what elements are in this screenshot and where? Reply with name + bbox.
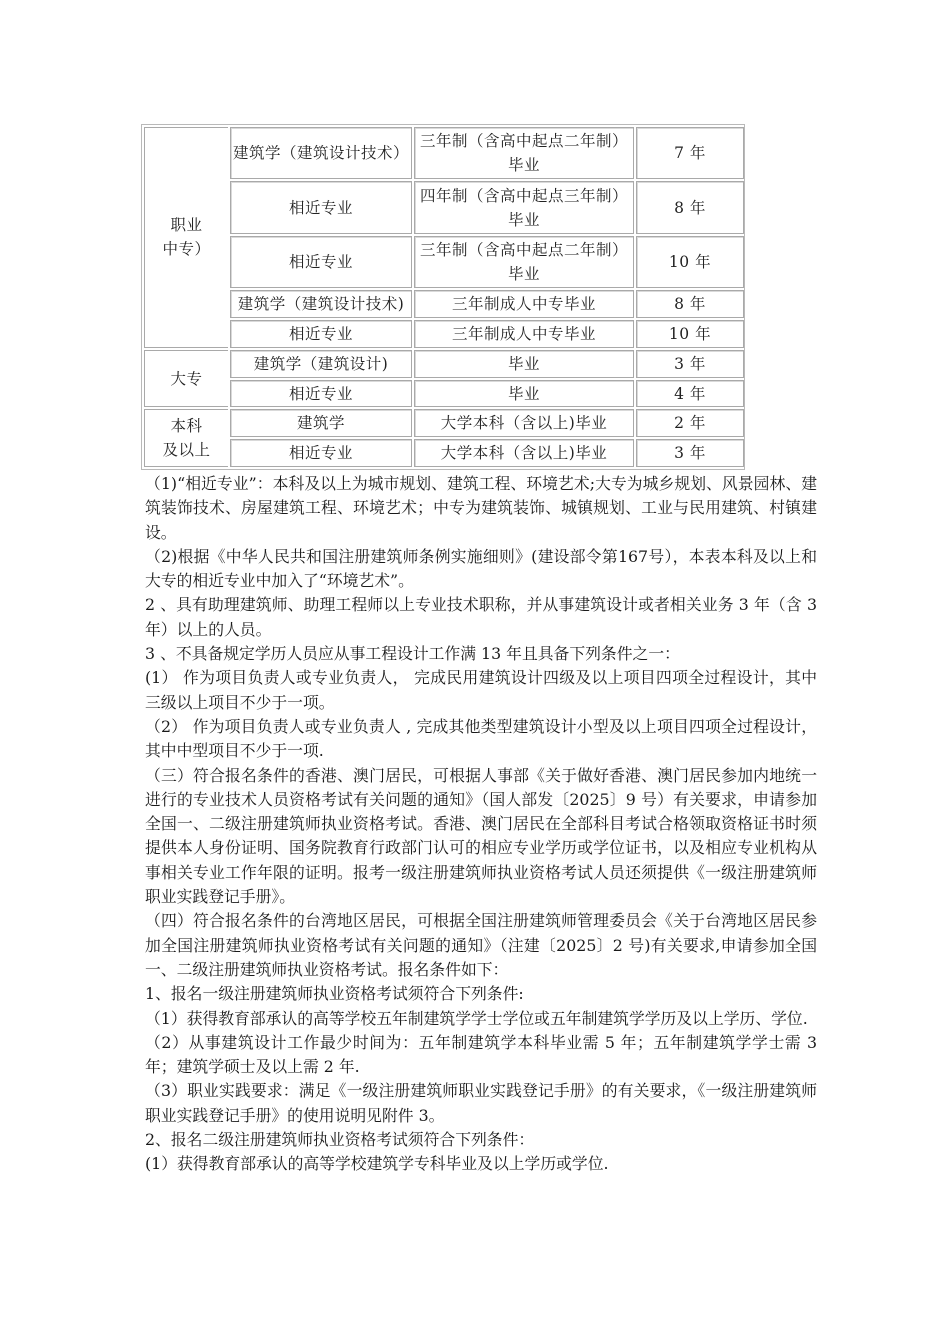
education-level-cell: 大专 <box>144 350 228 408</box>
table-row <box>144 127 744 179</box>
major-cell: 建筑学（建筑设计) <box>230 350 412 378</box>
body-paragraph: 2 、具有助理建筑师、助理工程师以上专业技术职称，并从事建筑设计或者相关业务 3 年（含 3 年）以上的人员。 <box>145 595 817 639</box>
table-row <box>144 236 744 288</box>
note-paragraph: （1)“相近专业”：本科及以上为城市规划、建筑工程、环境艺术;大专为城乡规划、风景园林、建筑装饰技术、房屋建筑工程、环境艺术；中专为建筑装饰、城镇规划、工业与民用建筑、村镇建设。 <box>145 474 817 542</box>
table-row <box>144 181 744 233</box>
years-cell: 10 年 <box>636 320 744 348</box>
education-cell: 三年制（含高中起点二年制）毕业 <box>414 127 634 179</box>
body-paragraph: 1、报名一级注册建筑师执业资格考试须符合下列条件: <box>145 984 524 1004</box>
table-row <box>144 320 744 348</box>
table-row <box>144 350 744 378</box>
major-cell: 相近专业 <box>230 236 412 288</box>
education-cell: 三年制（含高中起点二年制）毕业 <box>414 236 634 288</box>
body-paragraph: （2） 作为项目负责人或专业负责人 , 完成其他类型建筑设计小型及以上项目四项全过程设计，其中中型项目不少于一项. <box>145 716 817 761</box>
major-cell: 相近专业 <box>230 439 412 467</box>
body-text <box>145 472 817 1177</box>
years-cell: 3 年 <box>636 439 744 467</box>
years-cell: 10 年 <box>636 236 744 288</box>
education-cell: 三年制成人中专毕业 <box>414 290 634 318</box>
education-cell: 大学本科（含以上)毕业 <box>414 439 634 467</box>
body-paragraph: （四）符合报名条件的台湾地区居民，可根据全国注册建筑师管理委员会《关于台湾地区居民参加全国注册建筑师执业资格考试有关问题的通知》（注建〔2025〕2 号)有关要求,申请参加全国一、二级注册建筑师执业资格考试。报名条件如下： <box>145 911 817 979</box>
note-paragraph: （2)根据《中华人民共和国注册建筑师条例实施细则》(建设部令第167号），本表本科及以上和大专的相近专业中加入了“环境艺术”。 <box>145 546 817 591</box>
body-paragraph: （三）符合报名条件的香港、澳门居民，可根据人事部《关于做好香港、澳门居民参加内地统一进行的专业技术人员资格考试有关问题的通知》（国人部发〔2025〕9 号）有关要求，申请参加全国一、二级注册建筑师执业资格考试。香港、澳门居民在全部科目考试合格领取资格证书时须提供本人身份证明、国务院教育行政部门认可的相应专业学历或学位证书，以及相应专业机构从事相关专业工作年限的证明。报考一级注册建筑师执业资格考试人员还须提供《一级注册建筑师职业实践登记手册》。 <box>145 765 817 907</box>
major-cell: 建筑学 <box>230 409 412 437</box>
major-cell: 相近专业 <box>230 181 412 233</box>
body-paragraph: （2）从事建筑设计工作最少时间为：五年制建筑学本科毕业需 5 年；五年制建筑学学士需 3 年；建筑学硕士及以上需 2 年. <box>145 1032 817 1077</box>
years-cell: 7 年 <box>636 127 744 179</box>
table-row <box>144 409 744 437</box>
years-cell: 8 年 <box>636 290 744 318</box>
years-cell: 3 年 <box>636 350 744 378</box>
body-paragraph: （1）获得教育部承认的高等学校五年制建筑学学士学位或五年制建筑学学历及以上学历、学位. <box>145 1008 808 1028</box>
table-row <box>144 380 744 408</box>
education-level-cell: 职业 中专） <box>144 127 228 348</box>
major-cell: 建筑学（建筑设计技术） <box>230 127 412 179</box>
body-paragraph: (1）获得教育部承认的高等学校建筑学专科毕业及以上学历或学位. <box>145 1154 609 1174</box>
years-cell: 8 年 <box>636 181 744 233</box>
education-cell: 毕业 <box>414 350 634 378</box>
major-cell: 建筑学（建筑设计技术) <box>230 290 412 318</box>
years-cell: 2 年 <box>636 409 744 437</box>
requirements-table <box>141 124 745 470</box>
years-cell: 4 年 <box>636 380 744 408</box>
education-cell: 大学本科（含以上)毕业 <box>414 409 634 437</box>
education-cell: 毕业 <box>414 380 634 408</box>
major-cell: 相近专业 <box>230 380 412 408</box>
education-cell: 三年制成人中专毕业 <box>414 320 634 348</box>
body-paragraph: （3）职业实践要求：满足《一级注册建筑师职业实践登记手册》的有关要求，《一级注册建筑师职业实践登记手册》的使用说明见附件 3。 <box>145 1081 817 1125</box>
body-paragraph: 2、报名二级注册建筑师执业资格考试须符合下列条件： <box>145 1130 535 1150</box>
body-paragraph: 3 、不具备规定学历人员应从事工程设计工作满 13 年且具备下列条件之一： <box>145 644 680 664</box>
education-level-cell: 本科 及以上 <box>144 409 228 467</box>
table-row <box>144 290 744 318</box>
major-cell: 相近专业 <box>230 320 412 348</box>
education-cell: 四年制（含高中起点三年制）毕业 <box>414 181 634 233</box>
requirements-table-grid <box>142 125 746 469</box>
body-paragraph: (1） 作为项目负责人或专业负责人， 完成民用建筑设计四级及以上项目四项全过程设计，其中三级以上项目不少于一项。 <box>145 668 817 712</box>
table-row <box>144 439 744 467</box>
